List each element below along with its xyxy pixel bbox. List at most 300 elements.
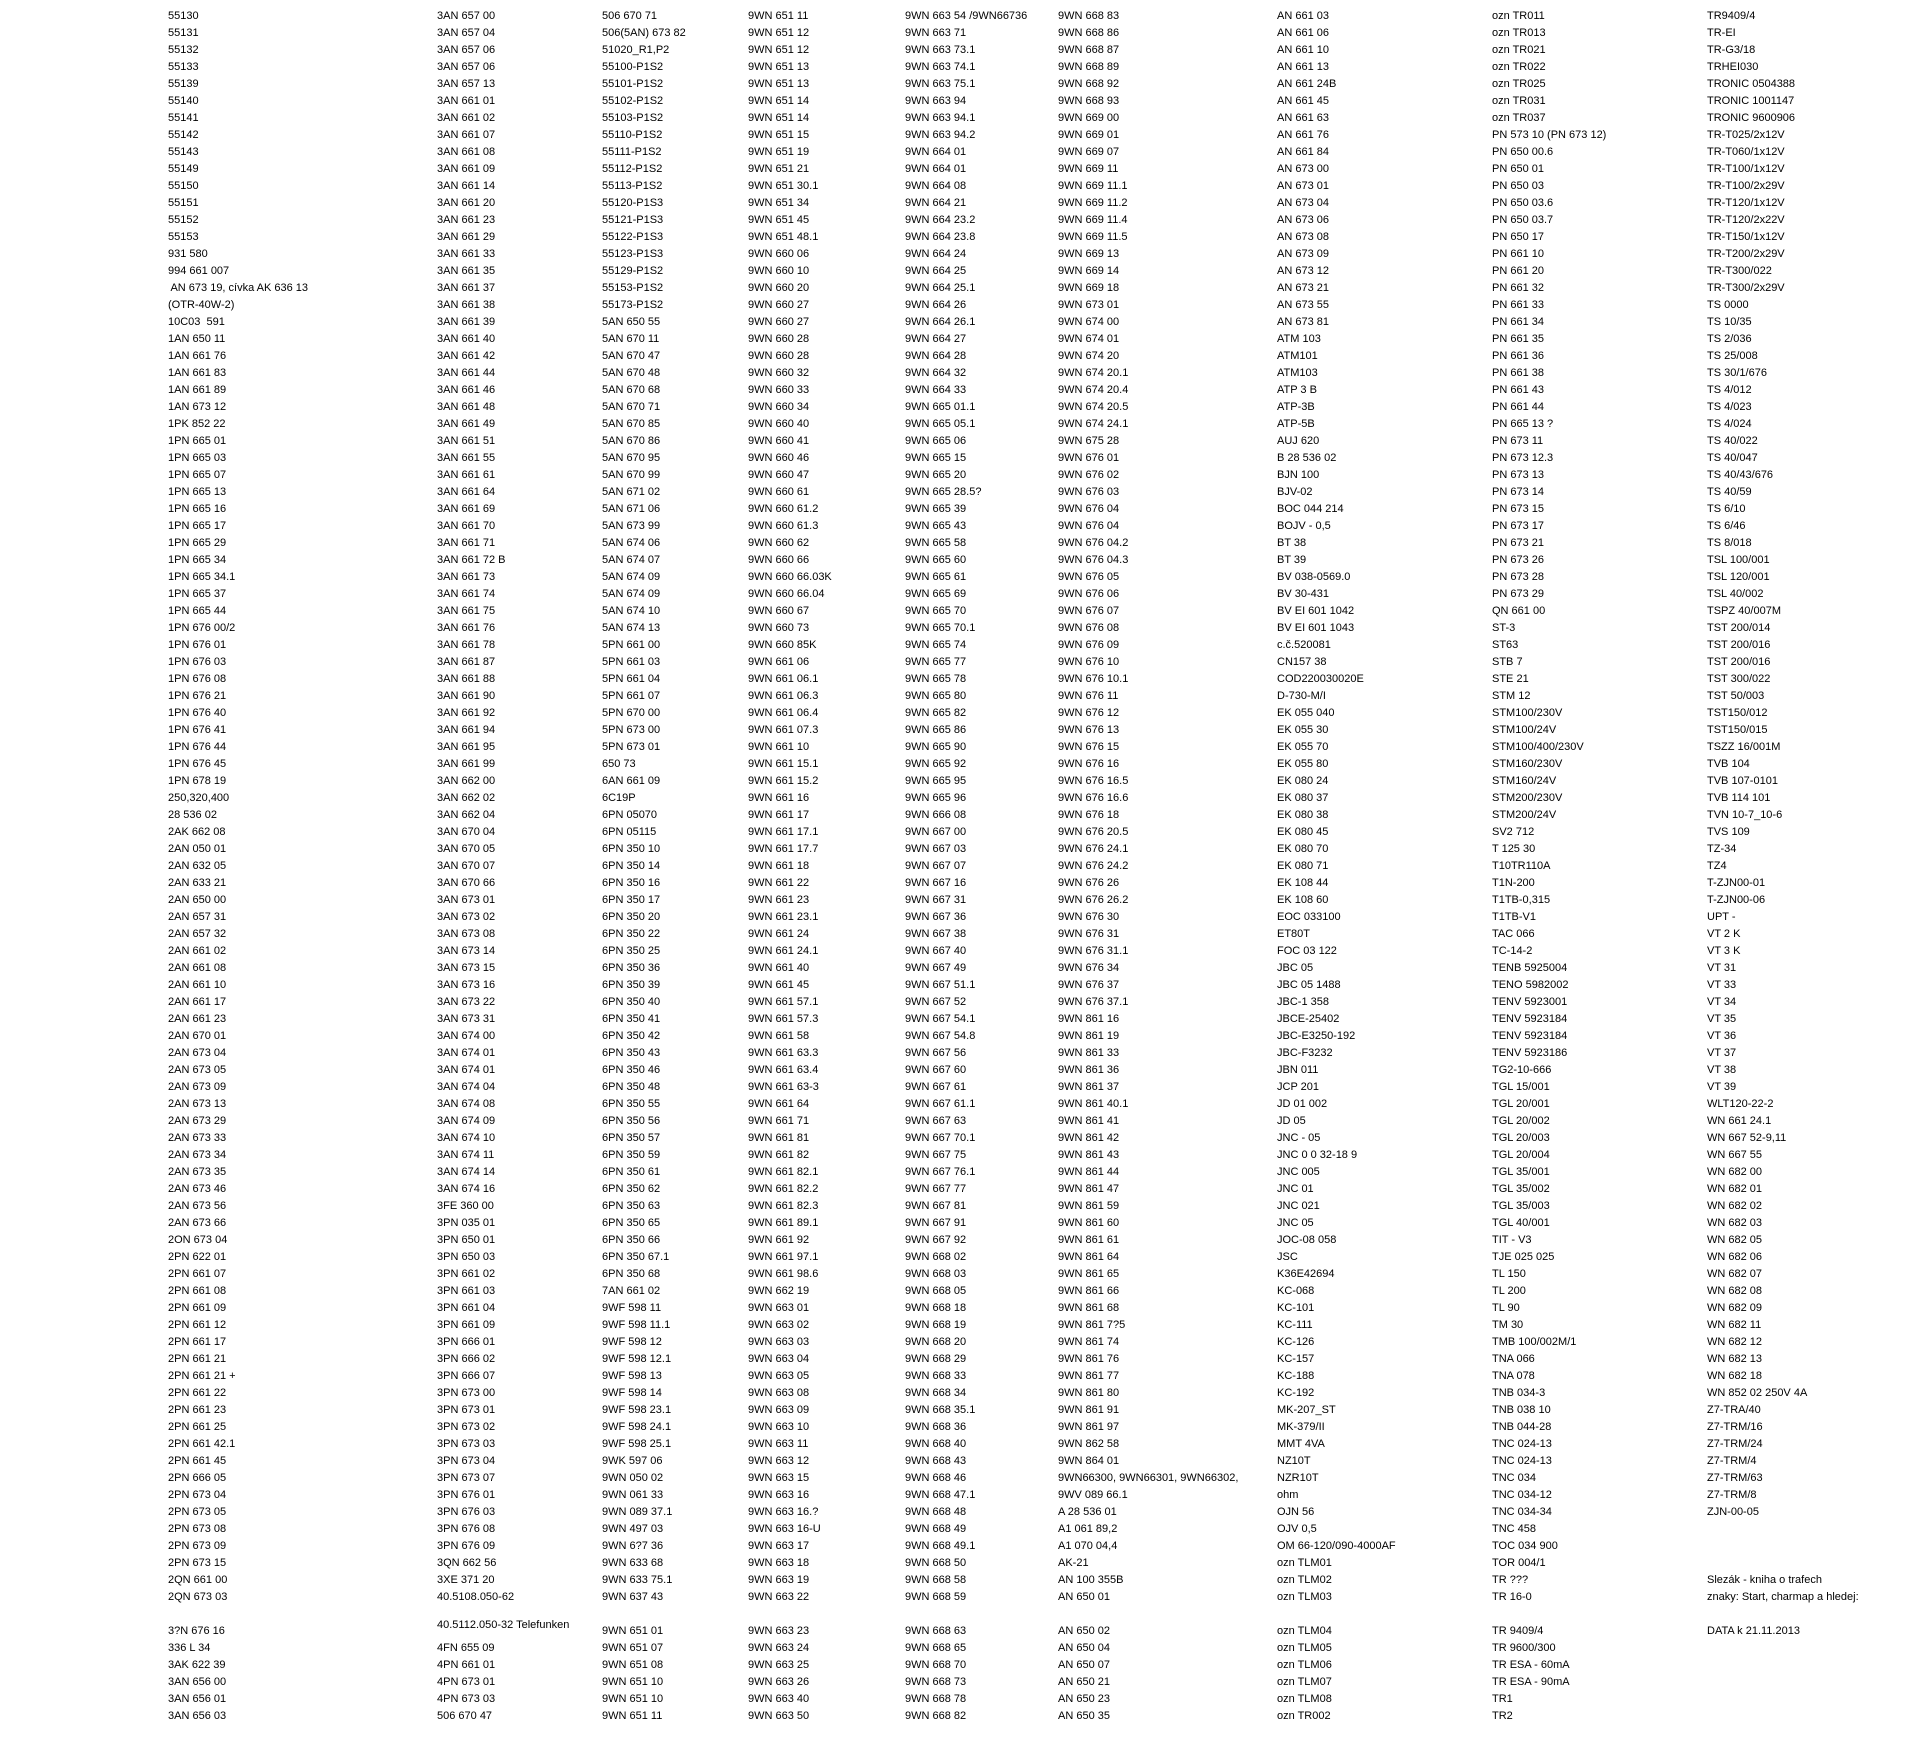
part-number-cell: TS 2/036	[1707, 333, 1752, 345]
part-number-cell: 9WN 669 13	[1058, 248, 1120, 260]
part-number-cell: 3AN 661 55	[437, 452, 496, 464]
part-number-cell: 9WN 676 16.5	[1058, 775, 1129, 787]
part-number-cell: 3AN 670 04	[437, 826, 496, 838]
part-number-cell: 9WN 661 15.1	[748, 758, 819, 770]
part-number-cell: 9WN 667 31	[905, 894, 967, 906]
part-number-cell: 9WN 661 82.1	[748, 1166, 819, 1178]
part-number-cell: 9WN 660 66	[748, 554, 810, 566]
part-number-cell: 9WN 668 92	[1058, 78, 1120, 90]
part-number-cell: EK 055 80	[1277, 758, 1329, 770]
part-number-cell: 931 580	[168, 248, 208, 260]
part-number-cell: 9WV 089 66.1	[1058, 1489, 1128, 1501]
part-number-cell: 2AN 673 66	[168, 1217, 227, 1229]
part-number-cell: 2AN 650 00	[168, 894, 227, 906]
part-number-cell: 9WN 661 17.1	[748, 826, 819, 838]
part-number-cell: 9WN 664 26.1	[905, 316, 976, 328]
part-number-cell: 9WN 663 94.2	[905, 129, 976, 141]
part-number-cell: 3AN 670 05	[437, 843, 496, 855]
part-number-cell: 9WN 663 16	[748, 1489, 810, 1501]
part-number-cell: 4FN 655 09	[437, 1642, 495, 1654]
note-book-reference: Slezák - kniha o trafech	[1707, 1574, 1822, 1586]
part-number-cell: 9WN 661 98.6	[748, 1268, 819, 1280]
part-number-cell: 2PN 661 12	[168, 1319, 227, 1331]
part-number-cell: TRHEI030	[1707, 61, 1759, 73]
part-number-cell: 9WN 676 02	[1058, 469, 1120, 481]
part-number-cell: 9WN 676 26.2	[1058, 894, 1129, 906]
part-number-cell: 9WN 660 20	[748, 282, 810, 294]
part-number-cell: 55102-P1S2	[602, 95, 664, 107]
part-number-cell: 9WN 675 28	[1058, 435, 1120, 447]
part-number-cell: TGL 20/002	[1492, 1115, 1550, 1127]
part-number-cell: 6PN 350 14	[602, 860, 661, 872]
part-number-cell: 2AN 632 05	[168, 860, 227, 872]
part-number-cell: TR-T120/1x12V	[1707, 197, 1785, 209]
part-number-cell: TS 25/008	[1707, 350, 1758, 362]
part-number-cell: 1PN 676 45	[168, 758, 227, 770]
part-number-cell: 9WN 668 87	[1058, 44, 1120, 56]
part-number-cell: 3AN 674 08	[437, 1098, 496, 1110]
part-number-cell: ozn TLM01	[1277, 1557, 1332, 1569]
part-number-cell: 5AN 670 47	[602, 350, 661, 362]
part-number-cell: 28 536 02	[168, 809, 217, 821]
part-number-cell: 9WN 861 33	[1058, 1047, 1120, 1059]
part-number-cell: 9WN 663 03	[748, 1336, 810, 1348]
part-number-cell: 9WN 665 74	[905, 639, 967, 651]
part-number-cell: 9WN 665 92	[905, 758, 967, 770]
part-number-cell: 9WN 661 63.4	[748, 1064, 819, 1076]
part-number-cell: 3PN 676 09	[437, 1540, 496, 1552]
part-number-cell: 9WN 661 23	[748, 894, 810, 906]
part-number-cell: 9WN 661 22	[748, 877, 810, 889]
part-number-cell: TL 150	[1492, 1268, 1526, 1280]
part-number-cell: 9WN 667 60	[905, 1064, 967, 1076]
part-number-cell: VT 31	[1707, 962, 1737, 974]
part-number-cell: 3AN 657 06	[437, 44, 496, 56]
part-number-cell: 9WN 668 59	[905, 1591, 967, 1603]
part-number-cell: MK-379/II	[1277, 1421, 1325, 1433]
part-number-cell: 5PN 673 01	[602, 741, 661, 753]
part-number-cell: 9WN 663 02	[748, 1319, 810, 1331]
part-number-cell: EK 080 71	[1277, 860, 1329, 872]
part-number-cell: 55131	[168, 27, 199, 39]
part-number-cell: 9WN 667 16	[905, 877, 967, 889]
part-number-cell: 2AN 633 21	[168, 877, 227, 889]
part-number-cell: 2PN 673 04	[168, 1489, 227, 1501]
part-number-cell: 1PN 676 08	[168, 673, 227, 685]
part-number-cell: TS 6/10	[1707, 503, 1746, 515]
part-number-cell: TR 9409/4	[1492, 1625, 1544, 1637]
part-number-cell: 9WN 667 00	[905, 826, 967, 838]
part-number-cell: TNC 458	[1492, 1523, 1537, 1535]
part-number-cell: 3PN 661 09	[437, 1319, 496, 1331]
part-number-cell: AN 661 24B	[1277, 78, 1337, 90]
part-number-cell: 9WN 669 18	[1058, 282, 1120, 294]
part-number-cell: 9WN 651 12	[748, 27, 810, 39]
part-number-cell	[1707, 1708, 1859, 1725]
part-number-cell: 3AN 661 70	[437, 520, 496, 532]
part-number-cell: 9WN 669 00	[1058, 112, 1120, 124]
part-number-cell: 9WN 660 73	[748, 622, 810, 634]
part-number-cell: TGL 15/001	[1492, 1081, 1550, 1093]
part-number-cell: 5AN 670 86	[602, 435, 661, 447]
part-number-cell: 6PN 350 55	[602, 1098, 661, 1110]
part-number-cell: 55173-P1S2	[602, 299, 664, 311]
part-number-cell: 3PN 673 03	[437, 1438, 496, 1450]
part-number-cell: TR-T100/2x29V	[1707, 180, 1785, 192]
part-number-cell: 55130	[168, 10, 199, 22]
part-number-cell: VT 38	[1707, 1064, 1737, 1076]
part-number-cell: TR-T025/2x12V	[1707, 129, 1785, 141]
part-number-cell: 9WN 676 26	[1058, 877, 1120, 889]
part-number-cell: 9WN 660 28	[748, 333, 810, 345]
part-number-cell: 9WN 661 82.2	[748, 1183, 819, 1195]
part-number-cell: 9WN 668 43	[905, 1455, 967, 1467]
part-number-cell: 5AN 670 11	[602, 333, 660, 345]
part-number-cell: 9WN 663 09	[748, 1404, 810, 1416]
part-number-cell: PN 673 15	[1492, 503, 1544, 515]
part-number-cell: 9WN 663 12	[748, 1455, 810, 1467]
part-number-cell: 9WN 651 07	[602, 1642, 664, 1654]
part-number-cell: 1PN 665 29	[168, 537, 227, 549]
part-number-cell: 9WN 667 63	[905, 1115, 967, 1127]
part-number-cell: 9WN 663 75.1	[905, 78, 976, 90]
part-number-cell: 9WN 668 18	[905, 1302, 967, 1314]
part-number-cell: TR ESA - 60mA	[1492, 1659, 1570, 1671]
part-number-cell: 9WN 662 19	[748, 1285, 810, 1297]
part-number-cell: TR ESA - 90mA	[1492, 1676, 1570, 1688]
part-number-cell: 3AN 661 37	[437, 282, 496, 294]
part-number-cell: 9WN 664 32	[905, 367, 967, 379]
part-number-cell: 9WN66300, 9WN66301, 9WN66302,	[1058, 1472, 1239, 1484]
part-number-cell: 55110-P1S2	[602, 129, 663, 141]
part-number-cell: 9WN 669 01	[1058, 129, 1120, 141]
part-number-cell: TNC 034-34	[1492, 1506, 1552, 1518]
part-number-cell: 5PN 661 04	[602, 673, 661, 685]
part-number-cell: TSL 100/001	[1707, 554, 1770, 566]
part-number-cell: KC-111	[1277, 1319, 1313, 1331]
part-number-cell: 3AN 657 13	[437, 78, 496, 90]
part-number-cell: STM200/24V	[1492, 809, 1557, 821]
part-number-cell: TR-T300/022	[1707, 265, 1772, 277]
part-number-cell: WN 682 13	[1707, 1353, 1763, 1365]
part-number-cell: 9WN 663 22	[748, 1591, 810, 1603]
part-number-cell: 9WN 668 33	[905, 1370, 967, 1382]
part-number-cell: 55151	[168, 197, 199, 209]
part-number-cell: 9WN 651 12	[748, 44, 810, 56]
part-number-cell: TR-T100/1x12V	[1707, 163, 1785, 175]
part-number-cell: 9WN 674 20.1	[1058, 367, 1129, 379]
part-number-cell: WN 682 09	[1707, 1302, 1763, 1314]
part-number-cell: ATM103	[1277, 367, 1318, 379]
part-number-cell: TNB 038 10	[1492, 1404, 1551, 1416]
part-number-cell: 9WF 598 24.1	[602, 1421, 672, 1433]
part-number-cell: PN 661 33	[1492, 299, 1544, 311]
part-number-cell: 9WN 660 66.04	[748, 588, 825, 600]
part-number-cell: 9WN 661 17	[748, 809, 810, 821]
part-number-cell: 9WN 668 40	[905, 1438, 967, 1450]
part-number-cell: 9WN 676 09	[1058, 639, 1120, 651]
part-number-cell: WN 682 00	[1707, 1166, 1763, 1178]
part-number-cell: 9WN 661 06.3	[748, 690, 819, 702]
part-number-cell: 9WN 665 28.5?	[905, 486, 982, 498]
part-number-cell: 2PN 661 21	[168, 1353, 227, 1365]
part-number-cell: 3AN 673 22	[437, 996, 496, 1008]
part-number-cell: 3?N 676 16	[168, 1625, 225, 1637]
part-number-cell: TST 200/016	[1707, 639, 1771, 651]
part-number-cell: 5AN 671 02	[602, 486, 661, 498]
part-number-cell: TR-EI	[1707, 27, 1736, 39]
part-number-cell: 4PN 661 01	[437, 1659, 496, 1671]
part-number-cell: ozn TR022	[1492, 61, 1546, 73]
part-number-cell: AN 661 63	[1277, 112, 1329, 124]
part-number-cell: NZ10T	[1277, 1455, 1311, 1467]
part-number-cell: TM 30	[1492, 1319, 1524, 1331]
part-number-cell: ozn TLM04	[1277, 1625, 1332, 1637]
part-number-cell: 9WN 661 18	[748, 860, 810, 872]
part-number-cell: 9WN 668 47.1	[905, 1489, 976, 1501]
part-number-cell: 2AN 673 04	[168, 1047, 227, 1059]
part-number-cell: 9WN 676 01	[1058, 452, 1120, 464]
part-number-cell: 9WN 668 83	[1058, 10, 1120, 22]
part-number-cell: D-730-M/I	[1277, 690, 1326, 702]
part-number-cell: STM100/400/230V	[1492, 741, 1584, 753]
part-number-cell: 9WN 663 15	[748, 1472, 810, 1484]
part-number-cell: ATM 103	[1277, 333, 1321, 345]
part-number-cell: ST63	[1492, 639, 1519, 651]
part-number-cell: 9WN 663 71	[905, 27, 967, 39]
part-number-cell: PN 673 21	[1492, 537, 1544, 549]
part-number-cell: PN 650 00.6	[1492, 146, 1554, 158]
part-number-cell: TNC 024-13	[1492, 1455, 1552, 1467]
part-number-cell: JNC 021	[1277, 1200, 1320, 1212]
note-data-date: DATA k 21.11.2013	[1707, 1625, 1800, 1637]
part-number-cell: 3AN 661 40	[437, 333, 496, 345]
part-number-cell: 9WN 061 33	[602, 1489, 664, 1501]
part-number-cell: c.č.520081	[1277, 639, 1331, 651]
part-number-cell: 5AN 670 48	[602, 367, 661, 379]
part-number-cell: OJV 0,5	[1277, 1523, 1317, 1535]
part-number-cell: Z7-TRM/24	[1707, 1438, 1763, 1450]
part-number-cell: TST150/012	[1707, 707, 1768, 719]
part-number-cell: 5PN 661 00	[602, 639, 661, 651]
part-number-cell: STM160/24V	[1492, 775, 1557, 787]
part-number-cell: AN 673 55	[1277, 299, 1329, 311]
part-number-cell: 3AN 661 39	[437, 316, 496, 328]
part-number-cell: TIT - V3	[1492, 1234, 1532, 1246]
part-number-cell: BT 39	[1277, 554, 1307, 566]
part-number-cell: 9WN 676 16	[1058, 758, 1120, 770]
part-number-cell: 9WN 668 50	[905, 1557, 967, 1569]
part-number-cell: ATM101	[1277, 350, 1318, 362]
part-number-cell: PN 673 12.3	[1492, 452, 1554, 464]
part-number-cell: TSPZ 40/007M	[1707, 605, 1781, 617]
part-number-cell: TST 50/003	[1707, 690, 1765, 702]
part-number-cell: 9WN 861 37	[1058, 1081, 1120, 1093]
part-number-cell: WN 682 12	[1707, 1336, 1763, 1348]
part-number-cell: 9WN 667 52	[905, 996, 967, 1008]
part-number-cell: TGL 35/002	[1492, 1183, 1550, 1195]
part-number-cell: 9WN 660 61	[748, 486, 810, 498]
part-number-cell: 5AN 673 99	[602, 520, 661, 532]
part-number-cell: 9WN 676 34	[1058, 962, 1120, 974]
part-number-cell: TENV 5923184	[1492, 1013, 1568, 1025]
part-number-cell: 9WN 661 45	[748, 979, 810, 991]
part-number-cell: JOC-08 058	[1277, 1234, 1337, 1246]
part-number-cell: TR-G3/18	[1707, 44, 1756, 56]
part-number-cell: 9WN 663 54 /9WN66736	[905, 10, 1028, 22]
part-number-cell: ozn TR013	[1492, 27, 1546, 39]
part-number-cell: Z7-TRM/16	[1707, 1421, 1763, 1433]
part-number-cell: TNB 044-28	[1492, 1421, 1552, 1433]
part-number-cell: 9WN 668 49.1	[905, 1540, 976, 1552]
part-number-cell: 9WN 661 16	[748, 792, 810, 804]
part-number-cell: 9WN 668 58	[905, 1574, 967, 1586]
part-number-cell: 55139	[168, 78, 199, 90]
part-number-cell: 3AN 674 09	[437, 1115, 496, 1127]
part-number-cell: VT 39	[1707, 1081, 1737, 1093]
part-number-cell: AN 673 12	[1277, 265, 1329, 277]
part-number-cell: 1AN 661 76	[168, 350, 227, 362]
part-number-cell: 9WN 668 36	[905, 1421, 967, 1433]
part-number-cell: 55100-P1S2	[602, 61, 664, 73]
part-number-cell: TG2-10-666	[1492, 1064, 1552, 1076]
part-number-cell: 5AN 674 09	[602, 588, 661, 600]
part-number-cell: 9WN 667 75	[905, 1149, 967, 1161]
part-number-cell: KC-068	[1277, 1285, 1315, 1297]
part-number-cell: 9WN 663 50	[748, 1710, 810, 1722]
part-number-cell: 3AN 661 20	[437, 197, 496, 209]
part-number-cell: 9WN 676 18	[1058, 809, 1120, 821]
part-number-cell: 3AN 673 15	[437, 962, 496, 974]
part-number-cell: 9WN 651 15	[748, 129, 810, 141]
part-number-cell: 9WN 661 15.2	[748, 775, 819, 787]
part-number-cell: 55143	[168, 146, 199, 158]
part-number-cell: 2AN 673 35	[168, 1166, 227, 1178]
part-number-cell: AN 673 00	[1277, 163, 1329, 175]
part-number-cell: ozn TR002	[1277, 1710, 1331, 1722]
part-number-cell: TVB 114 101	[1707, 792, 1771, 804]
part-number-cell: 3AN 661 76	[437, 622, 496, 634]
part-number-cell: 55153	[168, 231, 199, 243]
part-number-cell: (OTR-40W-2)	[168, 299, 235, 311]
part-number-cell: JNC 005	[1277, 1166, 1320, 1178]
part-number-cell: 9WN 661 64	[748, 1098, 810, 1110]
part-number-cell: 9WN 661 58	[748, 1030, 810, 1042]
part-number-cell: AN 650 07	[1058, 1659, 1110, 1671]
part-number-cell: 9WN 663 73.1	[905, 44, 976, 56]
part-number-cell: PN 673 17	[1492, 520, 1544, 532]
part-number-cell: 9WN 676 10.1	[1058, 673, 1129, 685]
part-number-cell: 6PN 350 40	[602, 996, 661, 1008]
part-number-cell: 3AN 662 04	[437, 809, 496, 821]
part-number-cell: 5PN 670 00	[602, 707, 661, 719]
part-number-cell: 3AN 674 00	[437, 1030, 496, 1042]
part-number-cell: AN 661 84	[1277, 146, 1329, 158]
part-number-cell: EOC 033100	[1277, 911, 1341, 923]
part-number-cell: 9WN 861 41	[1058, 1115, 1120, 1127]
part-number-cell: ozn TLM05	[1277, 1642, 1332, 1654]
part-number-cell: 3AN 674 14	[437, 1166, 496, 1178]
part-number-cell: Z7-TRA/40	[1707, 1404, 1761, 1416]
part-number-cell: 6PN 350 65	[602, 1217, 661, 1229]
part-number-cell: 10C03 591	[168, 316, 225, 328]
part-number-cell: 9WN 676 12	[1058, 707, 1120, 719]
part-number-cell: 9WN 664 01	[905, 163, 967, 175]
part-number-cell: JBC-E3250-192	[1277, 1030, 1356, 1042]
part-number-cell: 9WN 665 70.1	[905, 622, 976, 634]
part-number-cell: PN 661 32	[1492, 282, 1544, 294]
part-number-cell: 9WN 665 20	[905, 469, 967, 481]
part-number-cell: 55149	[168, 163, 199, 175]
part-number-cell: AN 673 08	[1277, 231, 1329, 243]
part-number-cell: 5PN 661 07	[602, 690, 661, 702]
part-number-cell: 9WN 497 03	[602, 1523, 664, 1535]
part-number-cell: 3PN 673 07	[437, 1472, 496, 1484]
part-number-cell: 9WF 598 11.1	[602, 1319, 671, 1331]
part-number-cell: 3PN 035 01	[437, 1217, 496, 1229]
part-number-cell: TNC 034-12	[1492, 1489, 1552, 1501]
part-number-cell: 55121-P1S3	[602, 214, 664, 226]
part-number-cell: 9WN 667 51.1	[905, 979, 976, 991]
part-number-cell: TS 4/024	[1707, 418, 1752, 430]
part-number-cell: TR-T120/2x22V	[1707, 214, 1785, 226]
part-number-cell: 6PN 350 57	[602, 1132, 661, 1144]
part-number-cell: 3AN 661 64	[437, 486, 496, 498]
part-number-cell: PN 650 01	[1492, 163, 1544, 175]
part-number-cell: AN 673 09	[1277, 248, 1329, 260]
part-number-cell: 3AN 661 69	[437, 503, 496, 515]
part-number-cell: 3AN 670 66	[437, 877, 496, 889]
part-number-cell: TVS 109	[1707, 826, 1750, 838]
part-number-cell: 3PN 673 01	[437, 1404, 496, 1416]
part-number-cell: 9WN 661 06	[748, 656, 810, 668]
part-number-cell: 9WN 667 54.1	[905, 1013, 976, 1025]
part-number-cell: 3PN 661 03	[437, 1285, 496, 1297]
part-number-cell: 9WN 667 92	[905, 1234, 967, 1246]
part-number-cell: 1PN 676 21	[168, 690, 227, 702]
part-number-cell: MMT 4VA	[1277, 1438, 1325, 1450]
part-number-cell: 1PN 676 44	[168, 741, 227, 753]
part-number-cell: 9WN 676 11	[1058, 690, 1119, 702]
part-number-cell: TL 200	[1492, 1285, 1526, 1297]
part-number-cell: 2PN 661 42.1	[168, 1438, 236, 1450]
part-number-cell: AK-21	[1058, 1557, 1089, 1569]
part-number-cell: AN 673 81	[1277, 316, 1329, 328]
part-number-cell: 5AN 674 06	[602, 537, 661, 549]
part-number-cell	[1707, 1606, 1859, 1623]
part-number-cell: 6AN 661 09	[602, 775, 661, 787]
part-number-cell: ozn TR037	[1492, 112, 1546, 124]
part-number-cell: UPT -	[1707, 911, 1736, 923]
part-number-cell: ozn TLM06	[1277, 1659, 1332, 1671]
part-number-cell: 3AN 661 46	[437, 384, 496, 396]
part-number-cell	[1707, 1555, 1859, 1572]
part-number-cell: 55153-P1S2	[602, 282, 664, 294]
part-number-cell: 2QN 673 03	[168, 1591, 228, 1603]
part-number-cell: 9WN 663 17	[748, 1540, 810, 1552]
part-number-cell: 9WN 861 74	[1058, 1336, 1120, 1348]
part-number-cell: 9WN 651 48.1	[748, 231, 819, 243]
part-number-cell: TS 40/59	[1707, 486, 1752, 498]
part-number-cell: TST 300/022	[1707, 673, 1771, 685]
part-number-cell: OJN 56	[1277, 1506, 1315, 1518]
part-number-cell: 9WN 667 03	[905, 843, 967, 855]
part-number-cell: 3AN 661 08	[437, 146, 496, 158]
part-number-cell: ST-3	[1492, 622, 1516, 634]
part-number-cell: PN 661 44	[1492, 401, 1544, 413]
part-number-cell: STM160/230V	[1492, 758, 1563, 770]
part-number-cell: 9WN 667 76.1	[905, 1166, 976, 1178]
